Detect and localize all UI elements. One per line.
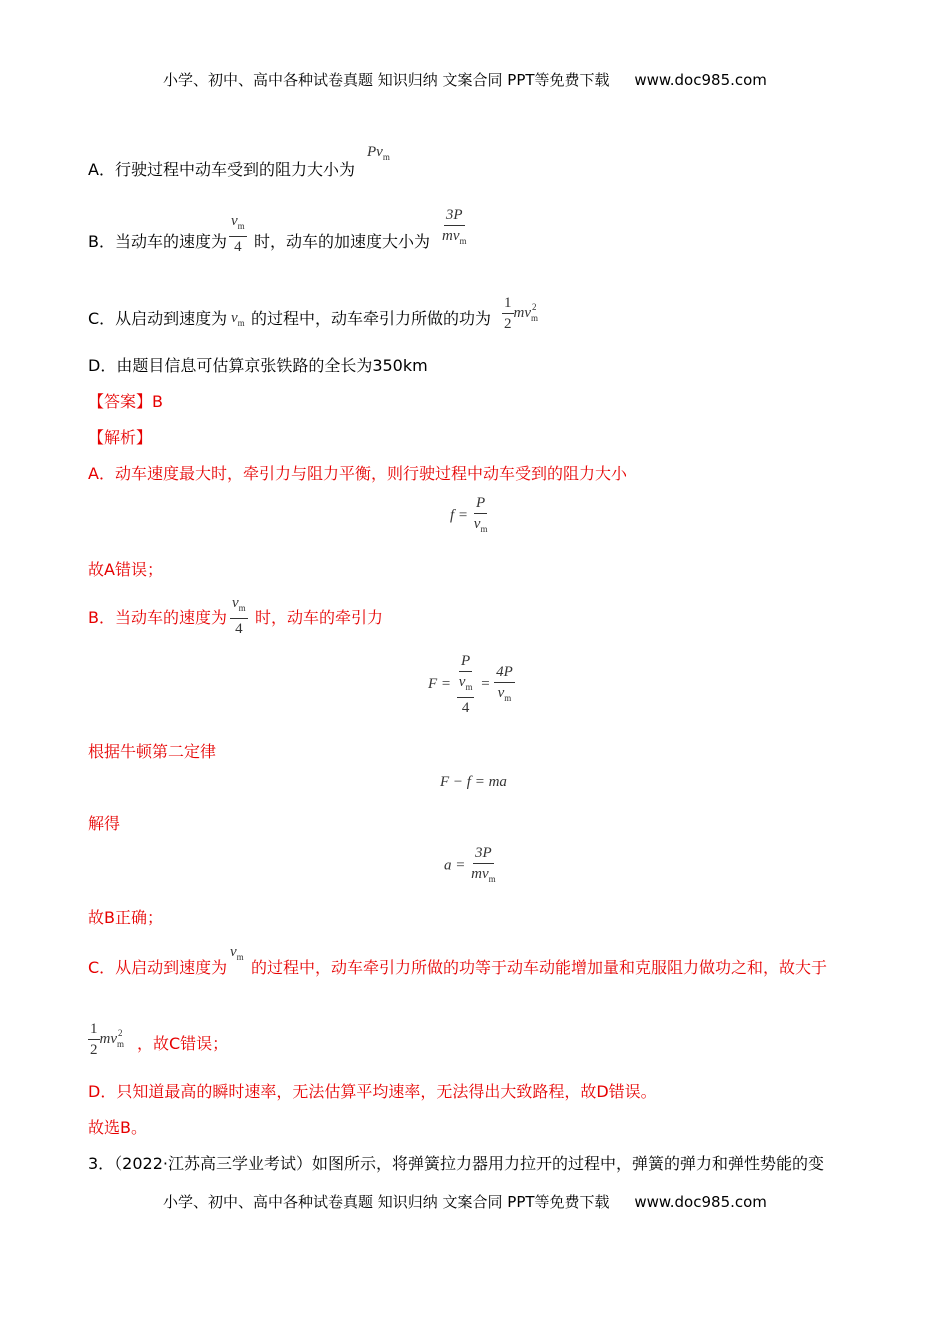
option-b-text-2-wrap [254,232,430,252]
analysis-c-formula: $\frac{1}{2}$ $mv_m^2$ [90,1021,125,1058]
option-a-text: A．行驶过程中动车受到的阻力大小为 [88,160,355,179]
analysis-c-text-1: C．从启动到速度为 [88,958,228,977]
analysis-newton: 根据牛顿第二定律 [88,742,217,761]
analysis-a-text: A．动车速度最大时，牵引力与阻力平衡，则行驶过程中动车受到的阻力大小 [88,464,627,483]
option-b-text-1: B．当动车的速度为 [88,232,227,251]
option-b [88,232,227,252]
analysis-b-conclusion: 故B正确； [88,908,163,927]
footer-text: 小学、初中、高中各种试卷真题 知识归纳 文案合同 PPT等免费下载 [163,1193,610,1211]
header-url[interactable]: www.doc985.com [634,71,767,89]
analysis-final: 故选B。 [88,1118,147,1137]
answer-label: 【答案】B [88,392,163,411]
option-c-work-formula: $\frac{1}{2}$ $mv_m^2$ [504,295,539,332]
option-b-frac-v4: $\frac{v_m}{4}$ [231,213,245,255]
header-text: 小学、初中、高中各种试卷真题 知识归纳 文案合同 PPT等免费下载 [163,71,610,89]
option-a-formula: $Pv_m$ [367,144,390,162]
analysis-b-text-1: B．当动车的速度为 [88,608,227,627]
option-c-text-1: C．从启动到速度为 [88,309,228,328]
option-b-text-2: 时，动车的加速度大小为 [254,232,431,251]
option-c [88,309,227,329]
analysis-b-text-2: 时，动车的牵引力 [255,608,384,627]
formula-a: a = $\frac{3P}{mv_m}$ [444,845,496,884]
footer-banner [163,1191,767,1212]
option-d [88,356,428,376]
analysis-solve: 解得 [88,814,121,833]
option-c-text-2: 的过程中，动车牵引力所做的功为 [251,309,492,328]
analysis-c-text-2: 的过程中，动车牵引力所做的功等于动车动能增加量和克服阻力做功之和，故大于 [251,958,828,977]
formula-newton: F − f = ma [440,774,507,790]
header-banner [163,69,767,90]
formula-f: f = $\frac{P}{v_m}$ [450,495,488,534]
option-c-vm: $v_m$ [231,310,245,328]
analysis-c-vm: $v_m$ [230,944,244,962]
analysis-a-conclusion: 故A错误； [88,560,163,579]
footer-url[interactable]: www.doc985.com [634,1193,767,1211]
next-question: 3．（2022·江苏高三学业考试）如图所示，将弹簧拉力器用力拉开的过程中，弹簧的弹力和弹性势能的变 [88,1154,824,1173]
option-b-frac-3P: $\frac{3P}{mv_m}$ [442,207,467,246]
option-a [88,160,355,180]
analysis-b-frac-v4: $\frac{v_m}{4}$ [232,595,246,637]
analysis-c-text-3: ，故C错误； [137,1034,229,1053]
analysis-d-text: D．只知道最高的瞬时速率，无法估算平均速率，无法得出大致路程，故D错误。 [88,1082,657,1101]
formula-F: F = $\frac{P}{\frac{v_m}{4}}$ = $\frac{4P}{v_m}$ [428,653,513,716]
analysis-title: 【解析】 [88,428,153,447]
option-c-text-2-wrap [251,309,491,329]
option-d-text: D．由题目信息可估算京张铁路的全长为350km [88,356,428,375]
